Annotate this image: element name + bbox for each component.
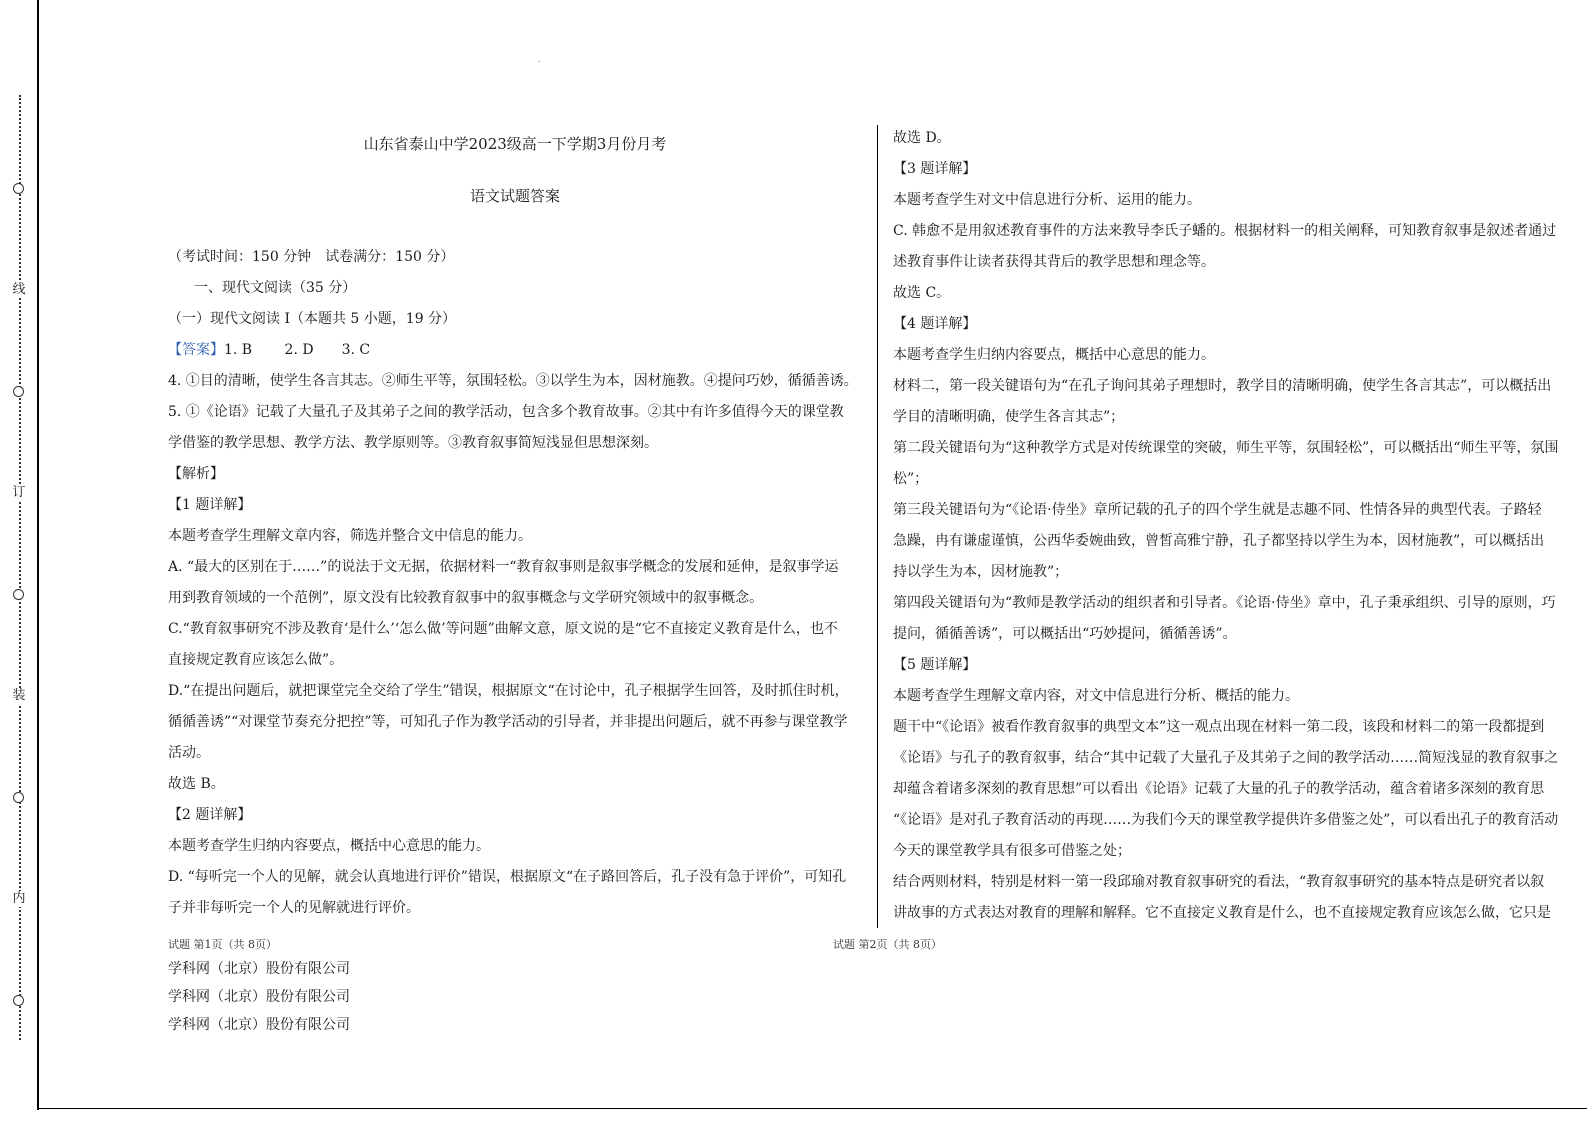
text-line: 题干中“《论语》被看作教育叙事的典型文本”这一观点出现在材料一第二段，该段和材料二的第一段都提到 bbox=[893, 719, 1545, 735]
text-line: 持以学生为本，因材施教”； bbox=[893, 564, 1069, 580]
text-line: 《论语》与孔子的教育叙事，结合“其中记载了大量孔子及其弟子之间的教学活动……简短浅显的教育叙事之 bbox=[893, 750, 1559, 766]
text-line: A. “最大的区别在于……”的说法于文无据，依据材料一“教育叙事则是叙事学概念的发展和延伸，是叙事学运 bbox=[168, 559, 839, 575]
section-heading: 一、现代文阅读（35 分） bbox=[194, 280, 357, 296]
text-line: 本题考查学生归纳内容要点，概括中心意思的能力。 bbox=[893, 347, 1215, 363]
text-line: C.“教育叙事研究不涉及教育‘是什么’‘怎么做’等问题”曲解文意，原文说的是“它不直接定义教育是什么，也不 bbox=[168, 621, 838, 637]
binding-char-zhuang: 装 bbox=[12, 688, 26, 703]
binding-char-ding: 订 bbox=[12, 485, 26, 500]
company-watermark: 学科网（北京）股份有限公司 bbox=[168, 989, 350, 1005]
text-line: 循循善诱”“对课堂节奏充分把控”等，可知孔子作为教学活动的引导者，并非提出问题后，就不再参与课堂教学 bbox=[168, 714, 848, 730]
q1-label: 【1 题详解】 bbox=[168, 497, 252, 513]
q4-label: 【4 题详解】 bbox=[893, 316, 977, 332]
choice-line: 故选 D。 bbox=[893, 130, 951, 146]
text-line: D.“在提出问题后，就把课堂完全交给了学生”错误，根据原文“在讨论中，孔子根据学生回答，及时抓住时机， bbox=[168, 683, 849, 699]
q2-label: 【2 题详解】 bbox=[168, 807, 252, 823]
binding-hole-icon bbox=[13, 183, 24, 194]
answer-label: 【答案】 bbox=[168, 342, 224, 358]
page-title: 山东省泰山中学2023级高一下学期3月份月考 bbox=[363, 135, 667, 153]
left-column bbox=[168, 242, 868, 924]
binding-hole-icon bbox=[13, 386, 24, 397]
q4-answer: 4. ①目的清晰，使学生各言其志。②师生平等，氛围轻松。③以学生为本，因材施教。④提问巧妙，循循善诱。 bbox=[168, 373, 858, 389]
q5-answer-line: 学借鉴的教学思想、教学方法、教学原则等。③教育叙事简短浅显但思想深刻。 bbox=[168, 435, 658, 451]
text-line: 松”； bbox=[893, 471, 929, 487]
choice-line: 故选 B。 bbox=[168, 776, 225, 792]
text-line: 今天的课堂教学具有很多可借鉴之处； bbox=[893, 843, 1131, 859]
text-line: 结合两则材料，特别是材料一第一段邱瑜对教育叙事研究的看法，“教育叙事研究的基本特点是研究者以叙 bbox=[893, 874, 1545, 890]
text-line: 本题考查学生理解文章内容，筛选并整合文中信息的能力。 bbox=[168, 528, 532, 544]
text-line: 提问，循循善诱”，可以概括出“巧妙提问，循循善诱”。 bbox=[893, 626, 1237, 642]
binding-border bbox=[37, 0, 39, 1110]
choice-line: 故选 C。 bbox=[893, 285, 951, 301]
text-line: 本题考查学生归纳内容要点，概括中心意思的能力。 bbox=[168, 838, 490, 854]
text-line: 活动。 bbox=[168, 745, 210, 761]
header-mark: . bbox=[538, 55, 541, 64]
page-number-1: 试题 第1页（共 8页） bbox=[168, 938, 277, 951]
text-line: 本题考查学生对文中信息进行分析、运用的能力。 bbox=[893, 192, 1201, 208]
q5-label: 【5 题详解】 bbox=[893, 657, 977, 673]
company-watermark: 学科网（北京）股份有限公司 bbox=[168, 1017, 350, 1033]
subsection-heading: （一）现代文阅读 Ⅰ（本题共 5 小题，19 分） bbox=[168, 311, 457, 327]
analysis-label: 【解析】 bbox=[168, 466, 224, 482]
binding-hole-icon bbox=[13, 995, 24, 1006]
answer-values: 1. B 2. D 3. C bbox=[224, 342, 371, 358]
text-line: 第二段关键语句为“这种教学方式是对传统课堂的突破，师生平等，氛围轻松”，可以概括出“师生平等，氛围 bbox=[893, 440, 1559, 456]
text-line: 急躁，冉有谦虚谨慎，公西华委婉曲致，曾皙高雅宁静，孔子都坚持以学生为本，因材施教”，可以概括出 bbox=[893, 533, 1545, 549]
text-line: 子并非每听完一个人的见解就进行评价。 bbox=[168, 900, 420, 916]
text-line: 学目的清晰明确，使学生各言其志”； bbox=[893, 409, 1125, 425]
bottom-border bbox=[37, 1108, 1587, 1109]
binding-hole-icon bbox=[13, 589, 24, 600]
exam-info: （考试时间：150 分钟 试卷满分：150 分） bbox=[168, 249, 455, 265]
text-line: 本题考查学生理解文章内容，对文中信息进行分析、概括的能力。 bbox=[893, 688, 1299, 704]
text-line: 第三段关键语句为“《论语·侍坐》章所记载的孔子的四个学生就是志趣不同、性情各异的典型代表。子路轻 bbox=[893, 502, 1542, 518]
text-line: “《论语》是对孔子教育活动的再现……为我们今天的课堂教学提供许多借鉴之处”，可以看出孔子的教育活动 bbox=[893, 812, 1559, 828]
binding-hole-icon bbox=[13, 792, 24, 803]
binding-char-xian: 线 bbox=[12, 282, 26, 297]
text-line: 第四段关键语句为“教师是教学活动的组织者和引导者。《论语·侍坐》章中，孔子秉承组织、引导的原则，巧 bbox=[893, 595, 1556, 611]
text-line: C. 韩愈不是用叙述教育事件的方法来教导李氏子蟠的。根据材料一的相关阐释，可知教育叙事是叙述者通过 bbox=[893, 223, 1557, 239]
text-line: D. “每听完一个人的见解，就会认真地进行评价”错误，根据原文“在子路回答后，孔子没有急于评价”，可知孔 bbox=[168, 869, 847, 885]
text-line: 却蕴含着诸多深刻的教育思想”可以看出《论语》记载了大量的孔子的教学活动，蕴含着诸多深刻的教育思 bbox=[893, 781, 1545, 797]
answer-line bbox=[168, 335, 868, 366]
text-line: 述教育事件让读者获得其背后的教学思想和理念等。 bbox=[893, 254, 1215, 270]
column-divider bbox=[877, 125, 878, 928]
text-line: 用到教育领域的一个范例”，原文没有比较教育叙事中的叙事概念与文学研究领域中的叙事概念。 bbox=[168, 590, 764, 606]
text-line: 讲故事的方式表达对教育的理解和解释。它不直接定义教育是什么，也不直接规定教育应该怎么做，它只是 bbox=[893, 905, 1551, 921]
q3-label: 【3 题详解】 bbox=[893, 161, 977, 177]
right-column bbox=[893, 123, 1587, 929]
text-line: 直接规定教育应该怎么做”。 bbox=[168, 652, 344, 668]
q5-answer-line: 5. ①《论语》记载了大量孔子及其弟子之间的教学活动，包含多个教育故事。②其中有许多值得今天的课堂教 bbox=[168, 404, 844, 420]
page-subtitle: 语文试题答案 bbox=[469, 187, 560, 205]
binding-strip bbox=[0, 0, 37, 1122]
page-number-2: 试题 第2页（共 8页） bbox=[833, 938, 942, 951]
text-line: 材料二，第一段关键语句为“在孔子询问其弟子理想时，教学目的清晰明确，使学生各言其志”，可以概括出 bbox=[893, 378, 1552, 394]
company-watermark: 学科网（北京）股份有限公司 bbox=[168, 961, 350, 977]
binding-char-nei: 内 bbox=[12, 891, 26, 906]
